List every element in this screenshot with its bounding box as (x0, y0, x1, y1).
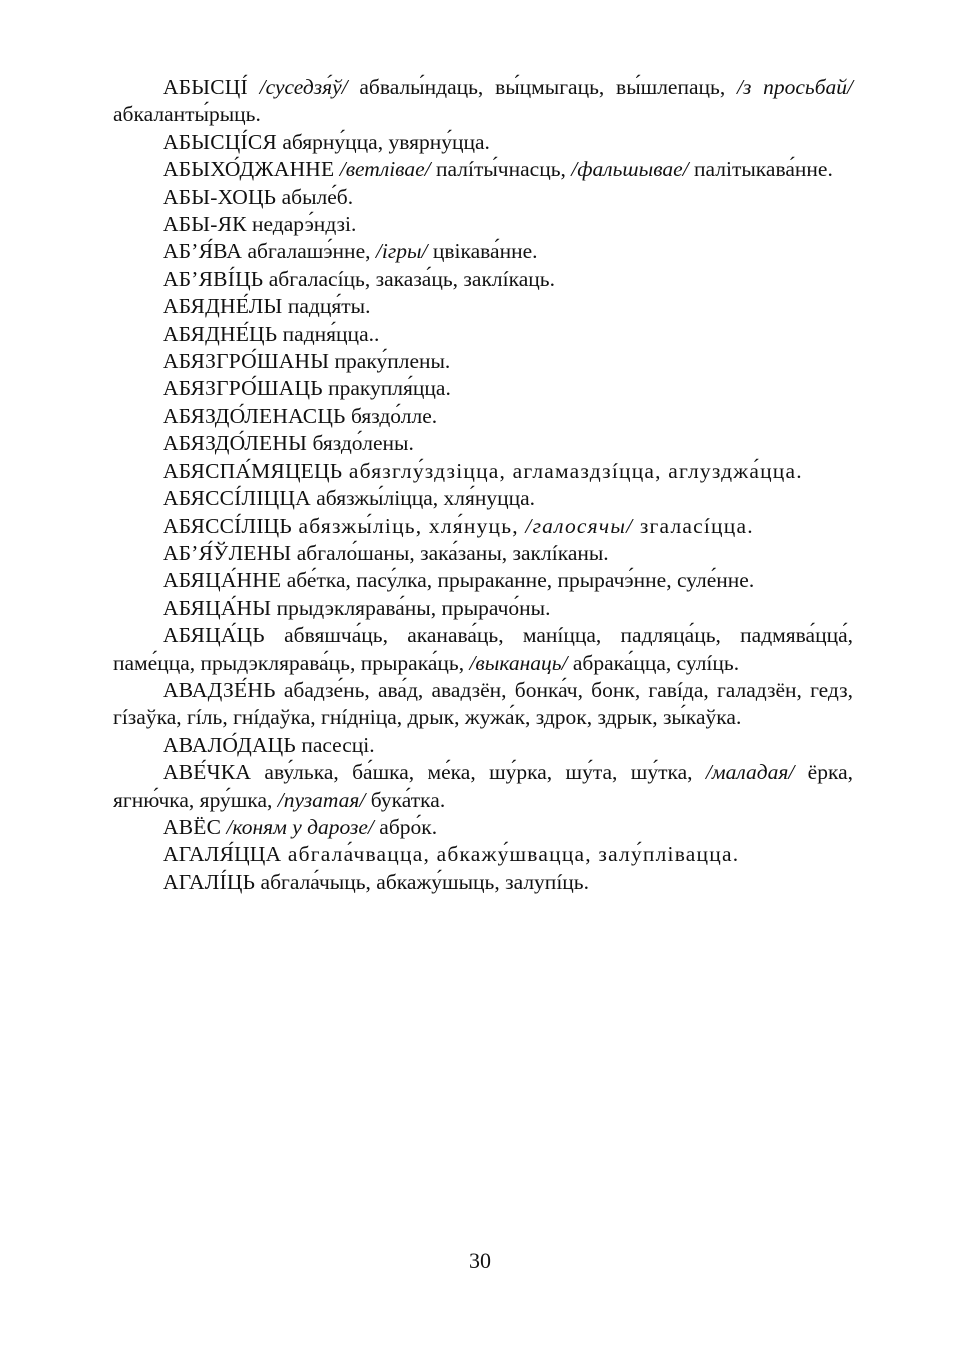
entry-headword: АБЯСПА́МЯЦЕЦЬ (163, 458, 343, 483)
dictionary-entry (113, 184, 853, 211)
synonyms-text (248, 75, 260, 99)
entry-headword: АВАЛО́ДАЦЬ (163, 732, 296, 757)
synonyms-text: палітыкава́нне. (688, 157, 833, 182)
dictionary-entry (113, 74, 853, 129)
synonyms-text: бяздо́лле. (345, 403, 438, 428)
dictionary-entry (113, 567, 853, 594)
usage-note: /галосячы/ (525, 513, 634, 538)
synonyms-text: пасесці. (295, 732, 375, 757)
entry-headword: АБЯЗГРО́ШАЦЬ (163, 376, 323, 401)
entry-headword: АБЫ-ХОЦЬ (163, 184, 277, 209)
synonyms-text: аву́лька, ба́шка, ме́ка, шу́рка, шу́та, шу́тка, (251, 760, 706, 785)
dictionary-entry (113, 759, 853, 814)
synonyms-text: абыле́б. (276, 184, 354, 209)
synonyms-text: абкаланты́рыць. (113, 102, 261, 127)
synonyms-text: абвалы́ндаць, вы́цмыгаць, вы́шлепаць, (347, 75, 737, 99)
entry-headword: АБЫХО́ДЖАННЕ (163, 157, 335, 182)
entry-headword: АВАДЗЕ́НЬ (163, 677, 276, 702)
dictionary-entry (113, 321, 853, 348)
dictionary-entry (113, 677, 853, 732)
dictionary-entry (113, 869, 853, 896)
entry-headword: АВЁС (163, 814, 222, 839)
usage-note: /фальшывае/ (571, 157, 689, 182)
dictionary-entry (113, 513, 853, 540)
entry-headword: АБЯЗГРО́ШАНЫ (163, 349, 330, 374)
entry-headword: АБЯЗДО́ЛЕНАСЦЬ (163, 403, 346, 428)
dictionary-entry (113, 540, 853, 567)
synonyms-text: абгала́чвацца, абкажу́швацца, залу́плівацца. (281, 842, 740, 867)
dictionary-entry (113, 129, 853, 156)
dictionary-entry (113, 293, 853, 320)
entry-headword: АВЕ́ЧКА (163, 760, 252, 785)
entry-headword: АБ’ЯВІ́ЦЬ (163, 266, 264, 291)
dictionary-entry (113, 732, 853, 759)
synonyms-text: цвікава́нне. (427, 239, 538, 264)
usage-note: /з просьбай/ (737, 75, 854, 99)
entry-headword: АБЯССІ́ЛІЦЦА (163, 486, 311, 511)
entry-headword: АБЫСЦІ́ (163, 75, 248, 99)
synonyms-text: абязжы́ліць, хля́нуць, (291, 513, 526, 538)
synonyms-text: бяздо́лены. (307, 431, 414, 456)
synonyms-text: абрака́цца, сулíць. (567, 650, 740, 675)
dictionary-entry (113, 266, 853, 293)
entry-headword: АБЯЗДО́ЛЕНЫ (163, 431, 308, 456)
entry-headword: АБ’Я́ВА (163, 239, 243, 264)
usage-note: /ігры/ (375, 239, 428, 264)
synonyms-text: абязглу́здзіцца, агламаздзíцца, аглузджа́цца. (342, 458, 803, 483)
synonyms-text: абязжы́ліцца, хля́нуцца. (310, 486, 536, 511)
entry-headword: АБЯДНЕ́ЛЫ (163, 294, 283, 319)
dictionary-entry (113, 348, 853, 375)
dictionary-entry (113, 375, 853, 402)
synonyms-text: праку́плены. (329, 349, 451, 374)
synonyms-text: падня́цца.. (277, 321, 380, 346)
entry-headword: АБЫ-ЯК (163, 212, 247, 237)
synonyms-text: абро́к. (373, 814, 438, 839)
dictionary-entry (113, 458, 853, 485)
dictionary-entry (113, 403, 853, 430)
dictionary-page (113, 74, 853, 896)
dictionary-entry (113, 622, 853, 677)
dictionary-entry (113, 430, 853, 457)
synonyms-text: недарэ́ндзі. (246, 212, 357, 237)
usage-note: /коням у дарозе/ (226, 814, 374, 839)
dictionary-entry (113, 841, 853, 868)
dictionary-entry (113, 595, 853, 622)
usage-note: /ветлівае/ (339, 157, 431, 182)
synonyms-text: пракупля́цца. (322, 376, 451, 401)
entry-headword: АБЯССІ́ЛІЦЬ (163, 513, 292, 538)
synonyms-text: абгаласíць, заказа́ць, заклíкаць. (263, 266, 555, 291)
entry-headword: АБ’Я́ЎЛЕНЫ (163, 540, 292, 565)
synonyms-text: падця́ты. (282, 294, 371, 319)
usage-note: /маладая/ (705, 760, 795, 785)
synonyms-text: абадзе́нь, ава́д, авадзён, бонка́ч, бонк, гавíда, галадзён, гедз, гíзаўка, гíль, гнíдаўка, гнíдніца, дрык, жужа́к, здрок, здрык, зы́каўка. (113, 677, 853, 730)
entry-headword: АБЯЦА́НЫ (163, 595, 272, 620)
dictionary-entry (113, 485, 853, 512)
dictionary-entry (113, 238, 853, 265)
entry-headword: АБЫСЦІ́СЯ (163, 129, 277, 154)
page-number: 30 (469, 1248, 491, 1273)
synonyms-text: абгалашэ́нне, (242, 239, 376, 264)
synonyms-text: згаласíцца. (633, 513, 754, 538)
synonyms-text: абвяшча́ць, аканава́ць, манíцца, падляца́ць, падмява́цца́, паме́цца, прыдэклярава́ць, прырака́ць, (113, 623, 853, 675)
dictionary-entry (113, 814, 853, 841)
usage-note: /выканаць/ (469, 650, 568, 675)
entry-headword: АБЯДНЕ́ЦЬ (163, 321, 278, 346)
synonyms-text: абгало́шаны, зака́заны, заклíканы. (291, 540, 609, 565)
entry-headword: АБЯЦА́ЦЬ (163, 623, 265, 648)
entry-headword: АГАЛЯ́ЦЦА (163, 842, 282, 867)
synonyms-text: палíты́чнасць, (430, 157, 572, 182)
synonyms-text: абярну́цца, увярну́цца. (276, 129, 490, 154)
synonyms-text: ёрка, ягню́чка, яру́шка, (113, 760, 854, 812)
usage-note: /суседзя́ў/ (259, 75, 348, 99)
synonyms-text: абе́тка, пасу́лка, прыраканне, прырачэ́нне, суле́нне. (281, 568, 755, 593)
synonyms-text: прыдэклярава́ны, прырачо́ны. (271, 595, 551, 620)
synonyms-text: абгала́чыць, абкажу́шыць, залупíць. (255, 869, 589, 894)
entry-headword: АБЯЦА́ННЕ (163, 568, 282, 593)
entry-headword: АГАЛІ́ЦЬ (163, 869, 256, 894)
usage-note: /пузатая/ (277, 787, 366, 812)
synonyms-text: бука́тка. (365, 787, 446, 812)
dictionary-entry (113, 156, 853, 183)
dictionary-entry (113, 211, 853, 238)
